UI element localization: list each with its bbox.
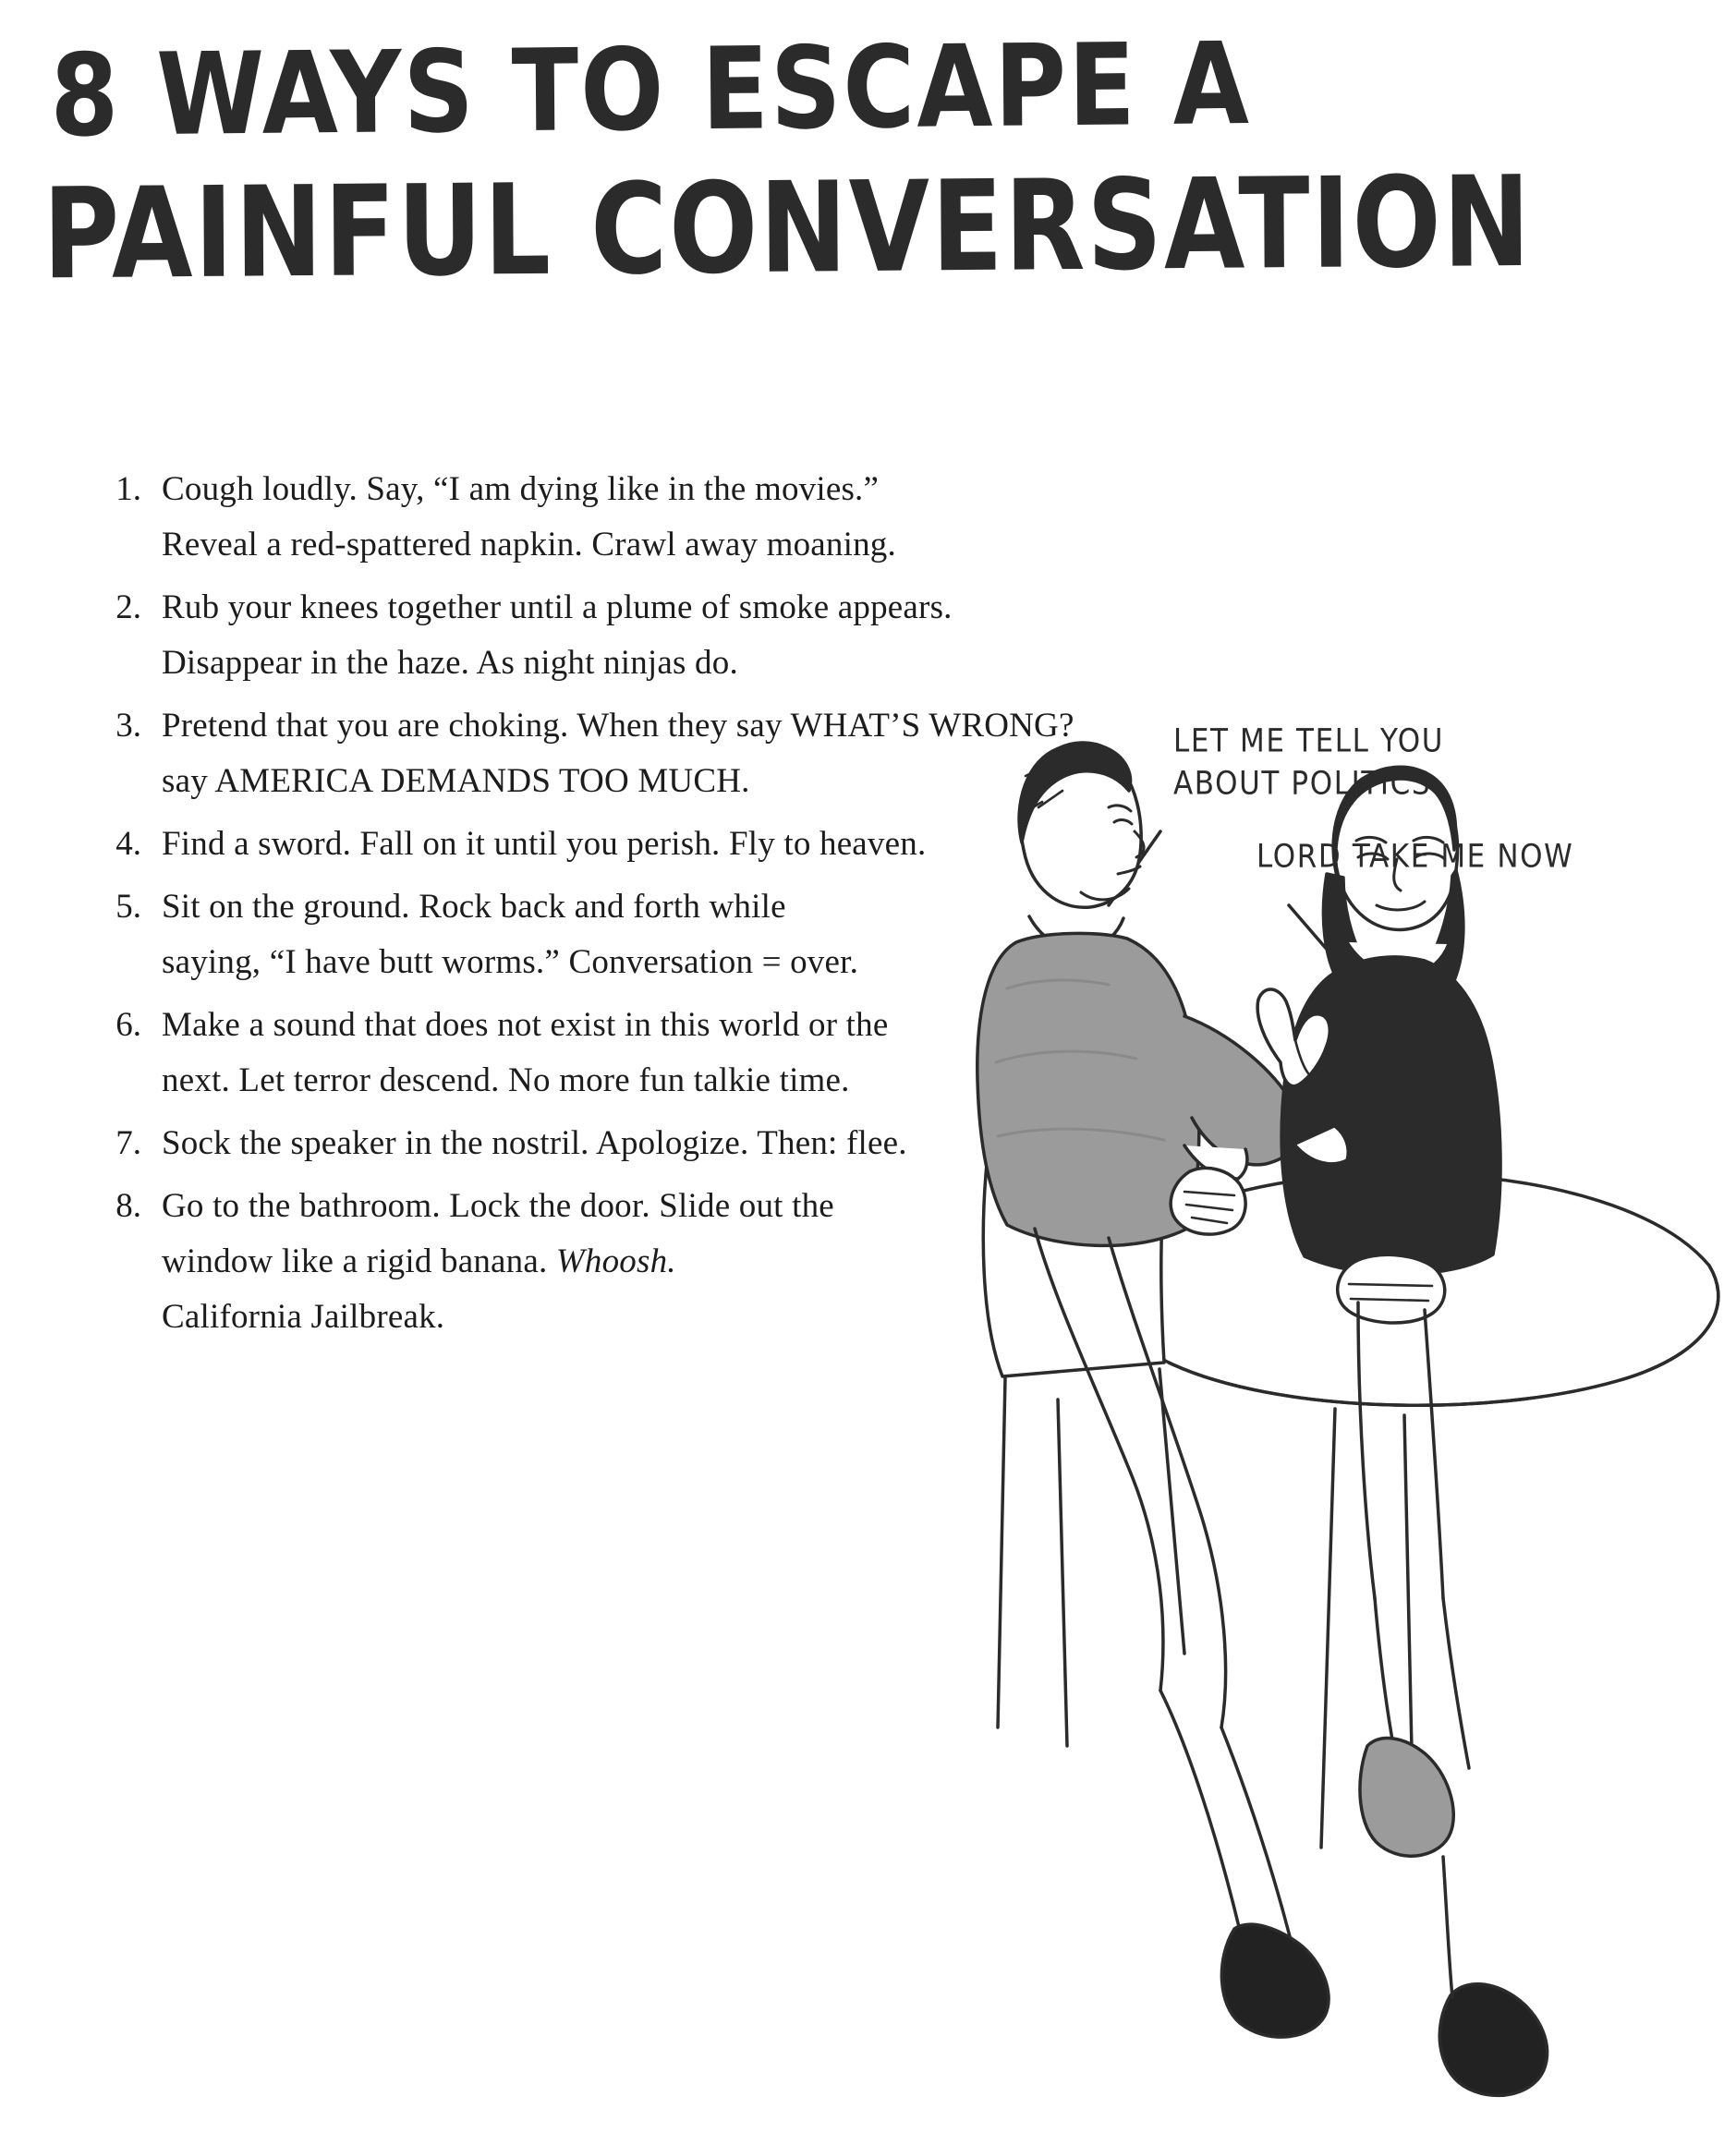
list-item-line: Rub your knees together until a plume of smoke appears. (162, 588, 953, 626)
woman-boot-gray (1360, 1739, 1453, 1857)
list-item (97, 580, 1233, 691)
list-item-text (162, 462, 896, 573)
list-item-line: Find a sword. Fall on it until you perish. Fly to heaven. (162, 825, 927, 863)
chair-leg-front-left (998, 1378, 1005, 1727)
list-item-number: 5. (115, 888, 141, 926)
man-shin-1 (1160, 1691, 1240, 1931)
table-leg-left (1321, 1409, 1335, 1848)
list-item-line: Go to the bathroom. Lock the door. Slide out the (162, 1187, 834, 1225)
drawing-canvas (970, 711, 1736, 2145)
title-line-1: 8 WAYS TO ESCAPE A (49, 17, 1252, 163)
list-item-number: 1. (115, 470, 141, 508)
woman-hands-clasped (1338, 1254, 1445, 1323)
list-item-number: 2. (115, 588, 141, 626)
list-item-line: California Jailbreak. (162, 1298, 445, 1336)
speech-bubble-left: LET ME TELL YOU ABOUT POLITICS (1173, 722, 1445, 803)
emphasis-text: Whoosh. (555, 1242, 676, 1280)
list-item-line: Cough loudly. Say, “I am dying like in the movies.” (162, 470, 880, 508)
speech-bubble-right: LORD TAKE ME NOW (1256, 838, 1574, 876)
list-item-number: 3. (115, 707, 141, 745)
list-item-line: Sock the speaker in the nostril. Apologize. Then: flee. (162, 1124, 907, 1162)
list-item-text (162, 1116, 907, 1171)
list-item (97, 462, 1233, 573)
list-item-number: 8. (115, 1187, 141, 1225)
list-item-line: Sit on the ground. Rock back and forth while (162, 888, 786, 926)
list-item-line: Disappear in the haze. As night ninjas do. (162, 644, 738, 682)
list-item-line: Reveal a red-spattered napkin. Crawl away moaning. (162, 526, 896, 564)
list-item-text (162, 1179, 834, 1345)
list-item-text (162, 879, 858, 990)
list-item-number: 6. (115, 1006, 141, 1044)
woman-shin-2 (1443, 1598, 1469, 1768)
woman-shoe-black (1439, 1984, 1547, 2096)
list-item-line: saying, “I have butt worms.” Conversation = over. (162, 943, 859, 981)
list-item-number: 4. (115, 825, 141, 863)
list-item-line: Pretend that you are choking. When they say WHAT’S WRONG? (162, 707, 1074, 745)
woman-ankle-line (1443, 1857, 1452, 1997)
list-item-text (162, 580, 953, 691)
man-shoe (1221, 1924, 1329, 2037)
page-title (42, 17, 1696, 308)
list-item-line: say AMERICA DEMANDS TOO MUCH. (162, 762, 750, 800)
list-item-text (162, 698, 1074, 809)
list-item-number: 7. (115, 1124, 141, 1162)
list-item-line: Make a sound that does not exist in this world or the (162, 1006, 889, 1044)
list-item-text (162, 817, 926, 872)
title-line-2: PAINFUL CONVERSATION (42, 149, 1533, 308)
list-item-text (162, 998, 888, 1109)
chair-leg-front-right (1058, 1400, 1067, 1746)
list-item-line: window like a rigid banana. Whoosh. (162, 1242, 676, 1280)
man-hand (1171, 1168, 1245, 1234)
illustration-two-people-at-table (970, 711, 1736, 2145)
list-item-line: next. Let terror descend. No more fun talkie time. (162, 1061, 850, 1099)
